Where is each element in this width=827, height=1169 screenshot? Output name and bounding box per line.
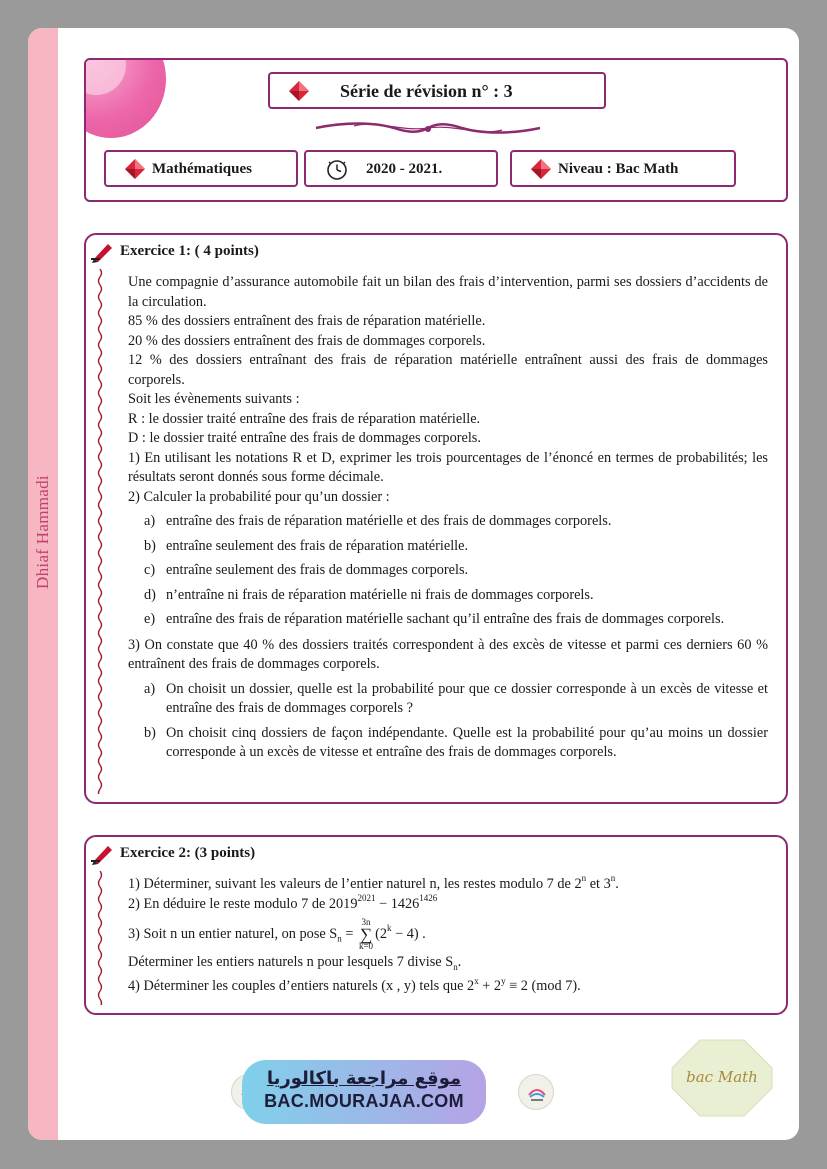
site-logo-right (518, 1074, 554, 1110)
q3-expr-a: (2 (375, 925, 387, 942)
question-3 (128, 918, 768, 951)
exam-sheet (28, 28, 799, 1140)
sum-symbol (359, 918, 373, 951)
list-item (128, 724, 768, 763)
site-banner-link[interactable] (242, 1060, 486, 1124)
q2-exponent-2: 1426 (419, 892, 438, 903)
q1-mid: et 3 (586, 876, 611, 892)
intro-line: D : le dossier traité entraîne des frais de dommages corporels. (128, 430, 481, 446)
intro-line: Une compagnie d’assurance automobile fait un bilan des frais d’intervention, parmi ses dossiers d’accidents de la circulation. (128, 274, 768, 310)
sum-lower: k=0 (358, 941, 374, 951)
page-title: Série de révision n° : 3 (340, 81, 513, 101)
site-arabic-name: موقع مراجعة باكالوريا (266, 1068, 462, 1089)
item-label: a) (144, 513, 156, 529)
item-text: entraîne seulement des frais de dommages corporels. (166, 562, 469, 578)
exercise-2-title: Exercice 2: (3 points) (120, 845, 256, 861)
q3-expr-b: − 4) . (391, 925, 426, 942)
item-text: entraîne seulement des frais de réparation matérielle. (166, 537, 469, 554)
exercise-2 (84, 835, 788, 1015)
q3-line2-end: . (457, 954, 462, 970)
question-2 (128, 892, 768, 915)
intro-line: 12 % des dossiers entraînant des frais de réparation matérielle entraînent aussi des frais de dommages corporels. (128, 352, 768, 388)
q2-mid: − 1426 (375, 895, 420, 912)
header-box (84, 58, 788, 202)
q1-end: . (615, 876, 619, 892)
item-text: entraîne des frais de réparation matérielle sachant qu’il entraîne des frais de dommages corporels. (166, 611, 725, 627)
question-3: 3) On constate que 40 % des dossiers traités correspondent à des excès de vitesse et parmi ces derniers 60 % entraînent des frais de dommages corporels. (128, 636, 768, 672)
swirl-divider (314, 118, 542, 138)
site-url: BAC.MOURAJAA.COM (264, 1091, 464, 1111)
q4-exponent-2: y (501, 975, 506, 986)
item-label: a) (144, 680, 156, 697)
subject-label: Mathématiques (152, 161, 252, 177)
item-label: c) (144, 562, 156, 578)
item-label: b) (144, 537, 156, 554)
q3-text: 3) Soit n un entier naturel, on pose S (128, 925, 338, 942)
level-label: Niveau : Bac Math (558, 161, 679, 177)
sum-upper: 3n (361, 917, 371, 927)
intro-line: Soit les évènements suivants : (128, 391, 300, 407)
q4-exponent-1: x (474, 975, 479, 986)
item-text: On choisit cinq dossiers de façon indépendante. Quelle est la probabilité pour qu’au moins un dossier corresponde à un excès de vitesse et entraîne des frais de dommages corporels. (166, 724, 768, 760)
pencil-icon (90, 241, 114, 263)
clock-icon (326, 159, 348, 181)
list-item (128, 586, 768, 606)
item-text: entraîne des frais de réparation matérielle et des frais de dommages corporels. (166, 513, 612, 529)
exercise-2-content (128, 875, 768, 997)
subject-box (104, 150, 298, 187)
q2-text: 2) En déduire le reste modulo 7 de 2019 (128, 895, 358, 912)
q3-line2-subscript: n (453, 961, 458, 972)
list-item (128, 537, 768, 557)
exercise-1-title: Exercice 1: ( 4 points) (120, 243, 259, 259)
item-text: On choisit un dossier, quelle est la probabilité pour que ce dossier corresponde à un excès de vitesse et entraîne des frais de dommages corporels ? (166, 680, 768, 716)
wavy-line (96, 269, 104, 794)
intro-line: 85 % des dossiers entraînent des frais de réparation matérielle. (128, 313, 486, 329)
q3-subscript: n (337, 933, 342, 944)
pencil-icon (90, 843, 114, 865)
q2-exponent-1: 2021 (357, 892, 376, 903)
q4-end: ≡ 2 (mod 7). (505, 978, 581, 995)
question-3-line-2 (128, 953, 768, 977)
title-box (268, 72, 606, 109)
sigma-glyph: ∑ (359, 925, 373, 944)
q1-exponent-1: n (581, 873, 587, 884)
q4-mid: + 2 (478, 978, 502, 995)
item-label: b) (144, 724, 156, 741)
author-name: Dhiaf Hammadi (33, 475, 52, 589)
diamond-icon (124, 158, 146, 180)
q4-text: 4) Déterminer les couples d’entiers naturels (x , y) tels que 2 (128, 978, 475, 995)
diamond-icon (530, 158, 552, 180)
list-item (128, 512, 768, 532)
q1-text: 1) Déterminer, suivant les valeurs de l’entier naturel n, les restes modulo 7 de 2 (128, 876, 582, 892)
school-year: 2020 - 2021. (366, 161, 443, 177)
intro-line: 20 % des dossiers entraînent des frais de dommages corporels. (128, 332, 486, 349)
q1-exponent-2: n (610, 873, 616, 884)
item-label: e) (144, 611, 156, 627)
q3-line2-text: Déterminer les entiers naturels n pour lesquels 7 divise S (128, 954, 454, 970)
question-4 (128, 977, 768, 997)
intro-line: 1) En utilisant les notations R et D, exprimer les trois pourcentages de l’énoncé en termes de probabilités; les résultats seront donnés sous forme décimale. (128, 449, 768, 485)
wavy-line (96, 871, 104, 1005)
q3-expr-exponent: k (386, 923, 392, 934)
item-text: n’entraîne ni frais de réparation matérielle ni frais de dommages corporels. (166, 586, 594, 603)
diamond-icon (288, 80, 310, 102)
intro-line: 2) Calculer la probabilité pour qu’un dossier : (128, 488, 390, 505)
intro-line: R : le dossier traité entraîne des frais de réparation matérielle. (128, 410, 481, 427)
level-box (510, 150, 736, 187)
badge-text: bac Math (686, 1068, 758, 1086)
bac-math-badge (670, 1038, 774, 1118)
side-strip (28, 28, 58, 1140)
exercise-1-content (128, 273, 768, 763)
year-box (304, 150, 498, 187)
question-1 (128, 875, 768, 895)
item-label: d) (144, 586, 156, 603)
q3-equals: = (341, 925, 357, 942)
exercise-1 (84, 233, 788, 804)
list-item (128, 610, 768, 630)
list-item (128, 680, 768, 719)
list-item (128, 561, 768, 581)
